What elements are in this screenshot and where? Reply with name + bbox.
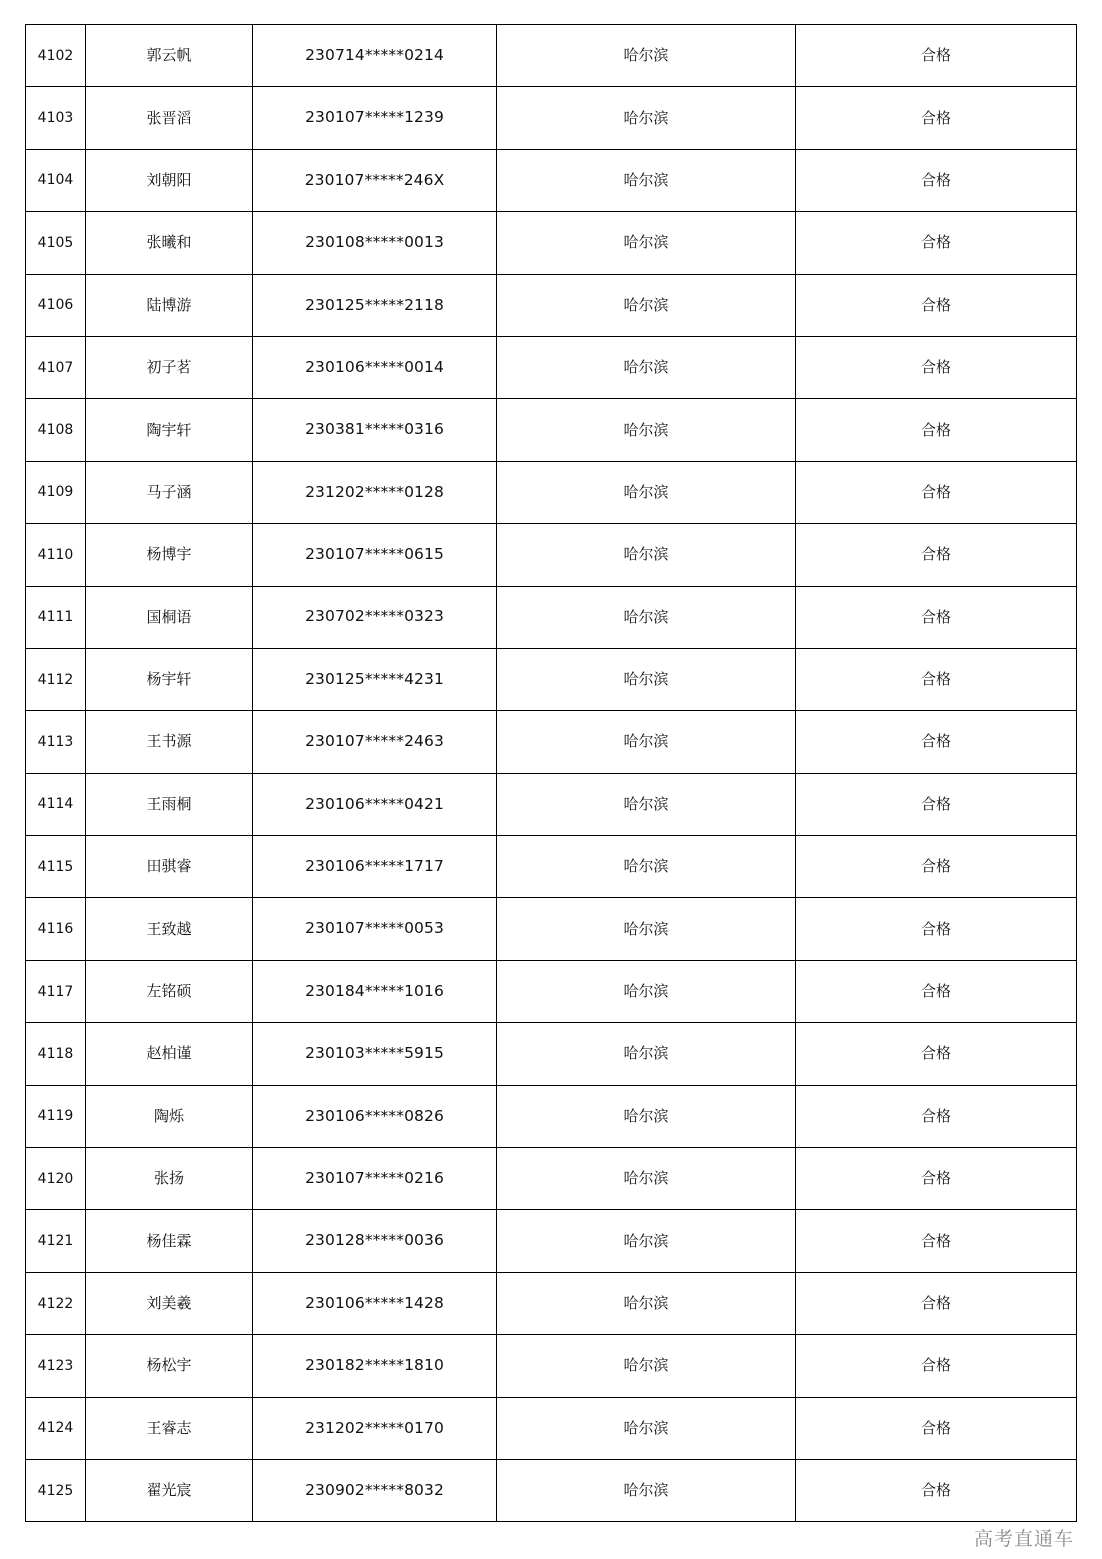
cell-city: 哈尔滨 <box>497 274 796 336</box>
cell-id-number: 230125*****2118 <box>253 274 497 336</box>
cell-city: 哈尔滨 <box>497 898 796 960</box>
cell-result: 合格 <box>796 1148 1077 1210</box>
table-row <box>26 1210 1077 1272</box>
cell-name: 陆博游 <box>86 274 253 336</box>
table-row <box>26 648 1077 710</box>
cell-name: 张扬 <box>86 1148 253 1210</box>
cell-result: 合格 <box>796 960 1077 1022</box>
cell-seq: 4115 <box>26 836 86 898</box>
cell-name: 杨佳霖 <box>86 1210 253 1272</box>
cell-id-number: 230107*****0053 <box>253 898 497 960</box>
cell-id-number: 230103*****5915 <box>253 1023 497 1085</box>
cell-id-number: 231202*****0128 <box>253 461 497 523</box>
cell-city: 哈尔滨 <box>497 1459 796 1521</box>
cell-result: 合格 <box>796 524 1077 586</box>
roster-table <box>25 24 1077 1522</box>
table-row <box>26 1023 1077 1085</box>
cell-result: 合格 <box>796 1210 1077 1272</box>
cell-name: 刘朝阳 <box>86 149 253 211</box>
cell-seq: 4108 <box>26 399 86 461</box>
cell-result: 合格 <box>796 149 1077 211</box>
cell-name: 杨博宇 <box>86 524 253 586</box>
cell-result: 合格 <box>796 1272 1077 1334</box>
cell-name: 马子涵 <box>86 461 253 523</box>
cell-seq: 4116 <box>26 898 86 960</box>
cell-id-number: 230107*****246X <box>253 149 497 211</box>
cell-name: 陶烁 <box>86 1085 253 1147</box>
cell-seq: 4105 <box>26 212 86 274</box>
cell-city: 哈尔滨 <box>497 711 796 773</box>
cell-city: 哈尔滨 <box>497 399 796 461</box>
cell-city: 哈尔滨 <box>497 1210 796 1272</box>
cell-seq: 4103 <box>26 87 86 149</box>
table-row <box>26 773 1077 835</box>
cell-name: 王书源 <box>86 711 253 773</box>
cell-seq: 4106 <box>26 274 86 336</box>
cell-seq: 4122 <box>26 1272 86 1334</box>
cell-name: 赵柏谨 <box>86 1023 253 1085</box>
cell-name: 左铭硕 <box>86 960 253 1022</box>
cell-seq: 4123 <box>26 1335 86 1397</box>
cell-name: 王致越 <box>86 898 253 960</box>
table-row <box>26 524 1077 586</box>
cell-id-number: 230184*****1016 <box>253 960 497 1022</box>
cell-seq: 4125 <box>26 1459 86 1521</box>
cell-result: 合格 <box>796 399 1077 461</box>
cell-id-number: 230106*****1428 <box>253 1272 497 1334</box>
cell-id-number: 230106*****0014 <box>253 336 497 398</box>
cell-seq: 4112 <box>26 648 86 710</box>
cell-name: 初子茗 <box>86 336 253 398</box>
cell-result: 合格 <box>796 1335 1077 1397</box>
cell-result: 合格 <box>796 1459 1077 1521</box>
table-row <box>26 1272 1077 1334</box>
cell-result: 合格 <box>796 586 1077 648</box>
cell-name: 陶宇轩 <box>86 399 253 461</box>
table-row <box>26 399 1077 461</box>
table-row <box>26 1459 1077 1521</box>
cell-result: 合格 <box>796 836 1077 898</box>
cell-name: 王睿志 <box>86 1397 253 1459</box>
cell-name: 张晋滔 <box>86 87 253 149</box>
table-row <box>26 212 1077 274</box>
cell-city: 哈尔滨 <box>497 25 796 87</box>
cell-city: 哈尔滨 <box>497 1023 796 1085</box>
cell-id-number: 230107*****2463 <box>253 711 497 773</box>
cell-city: 哈尔滨 <box>497 1335 796 1397</box>
cell-result: 合格 <box>796 648 1077 710</box>
cell-seq: 4109 <box>26 461 86 523</box>
cell-seq: 4120 <box>26 1148 86 1210</box>
cell-name: 国桐语 <box>86 586 253 648</box>
cell-city: 哈尔滨 <box>497 149 796 211</box>
table-row <box>26 87 1077 149</box>
cell-result: 合格 <box>796 212 1077 274</box>
cell-id-number: 230107*****1239 <box>253 87 497 149</box>
roster-body <box>26 25 1077 1522</box>
cell-name: 杨宇轩 <box>86 648 253 710</box>
cell-result: 合格 <box>796 773 1077 835</box>
cell-city: 哈尔滨 <box>497 960 796 1022</box>
cell-id-number: 231202*****0170 <box>253 1397 497 1459</box>
cell-city: 哈尔滨 <box>497 1085 796 1147</box>
cell-seq: 4113 <box>26 711 86 773</box>
table-row <box>26 149 1077 211</box>
table-row <box>26 711 1077 773</box>
table-row <box>26 1397 1077 1459</box>
cell-result: 合格 <box>796 1023 1077 1085</box>
table-row <box>26 586 1077 648</box>
cell-id-number: 230902*****8032 <box>253 1459 497 1521</box>
cell-seq: 4102 <box>26 25 86 87</box>
cell-name: 刘美羲 <box>86 1272 253 1334</box>
table-row <box>26 25 1077 87</box>
cell-name: 郭云帆 <box>86 25 253 87</box>
cell-name: 张曦和 <box>86 212 253 274</box>
cell-id-number: 230107*****0216 <box>253 1148 497 1210</box>
table-row <box>26 1085 1077 1147</box>
table-row <box>26 461 1077 523</box>
cell-city: 哈尔滨 <box>497 212 796 274</box>
cell-seq: 4107 <box>26 336 86 398</box>
cell-city: 哈尔滨 <box>497 524 796 586</box>
cell-id-number: 230125*****4231 <box>253 648 497 710</box>
cell-id-number: 230108*****0013 <box>253 212 497 274</box>
cell-id-number: 230106*****0421 <box>253 773 497 835</box>
cell-result: 合格 <box>796 898 1077 960</box>
cell-city: 哈尔滨 <box>497 1397 796 1459</box>
cell-id-number: 230107*****0615 <box>253 524 497 586</box>
cell-city: 哈尔滨 <box>497 461 796 523</box>
cell-seq: 4117 <box>26 960 86 1022</box>
cell-seq: 4119 <box>26 1085 86 1147</box>
cell-seq: 4114 <box>26 773 86 835</box>
table-row <box>26 960 1077 1022</box>
cell-seq: 4111 <box>26 586 86 648</box>
cell-city: 哈尔滨 <box>497 773 796 835</box>
cell-city: 哈尔滨 <box>497 336 796 398</box>
cell-seq: 4104 <box>26 149 86 211</box>
cell-seq: 4124 <box>26 1397 86 1459</box>
cell-name: 杨松宇 <box>86 1335 253 1397</box>
cell-result: 合格 <box>796 1397 1077 1459</box>
cell-result: 合格 <box>796 87 1077 149</box>
watermark-text: 高考直通车 <box>973 1528 1074 1550</box>
cell-result: 合格 <box>796 461 1077 523</box>
cell-id-number: 230182*****1810 <box>253 1335 497 1397</box>
table-row <box>26 836 1077 898</box>
table-row <box>26 336 1077 398</box>
cell-city: 哈尔滨 <box>497 586 796 648</box>
cell-result: 合格 <box>796 336 1077 398</box>
cell-city: 哈尔滨 <box>497 836 796 898</box>
cell-seq: 4110 <box>26 524 86 586</box>
table-row <box>26 274 1077 336</box>
cell-id-number: 230714*****0214 <box>253 25 497 87</box>
cell-city: 哈尔滨 <box>497 1272 796 1334</box>
table-row <box>26 898 1077 960</box>
cell-name: 田骐睿 <box>86 836 253 898</box>
cell-id-number: 230702*****0323 <box>253 586 497 648</box>
cell-seq: 4118 <box>26 1023 86 1085</box>
cell-name: 翟光宸 <box>86 1459 253 1521</box>
cell-result: 合格 <box>796 711 1077 773</box>
cell-id-number: 230128*****0036 <box>253 1210 497 1272</box>
cell-seq: 4121 <box>26 1210 86 1272</box>
cell-result: 合格 <box>796 274 1077 336</box>
cell-result: 合格 <box>796 1085 1077 1147</box>
cell-id-number: 230106*****1717 <box>253 836 497 898</box>
cell-city: 哈尔滨 <box>497 87 796 149</box>
cell-result: 合格 <box>796 25 1077 87</box>
cell-city: 哈尔滨 <box>497 1148 796 1210</box>
table-row <box>26 1335 1077 1397</box>
cell-id-number: 230106*****0826 <box>253 1085 497 1147</box>
cell-id-number: 230381*****0316 <box>253 399 497 461</box>
cell-name: 王雨桐 <box>86 773 253 835</box>
cell-city: 哈尔滨 <box>497 648 796 710</box>
table-row <box>26 1148 1077 1210</box>
